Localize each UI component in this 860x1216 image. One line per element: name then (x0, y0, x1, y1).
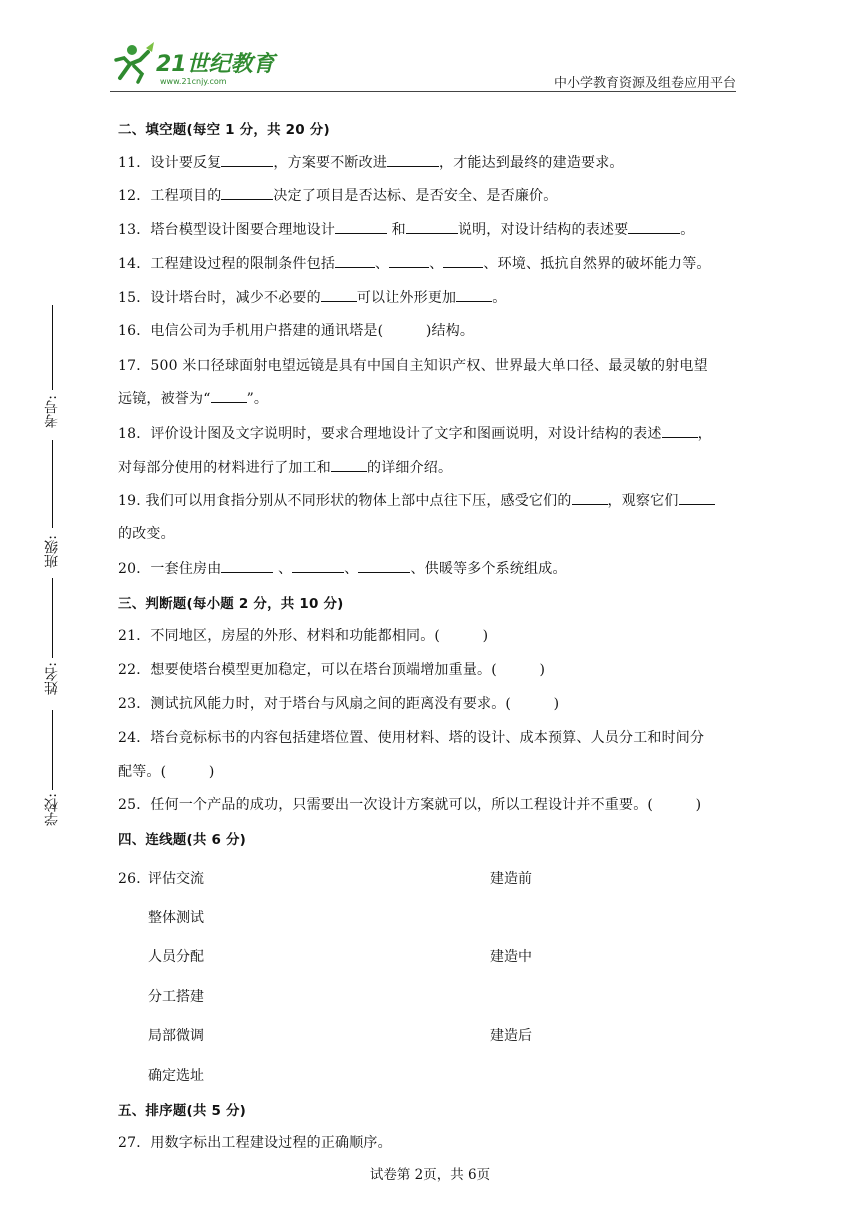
blank[interactable] (331, 458, 367, 472)
school-line[interactable] (52, 710, 53, 790)
name-line[interactable] (52, 578, 53, 658)
logo-text: 21世纪教育 (156, 52, 275, 77)
question-14: 14．工程建设过程的限制条件包括 、 、 、环境、抵抗自然界的破坏能力等。 (118, 256, 711, 272)
blank[interactable] (387, 153, 439, 167)
platform-name: 中小学教育资源及组卷应用平台 (553, 76, 736, 91)
match-left-item[interactable]: 分工搭建 (148, 989, 204, 1005)
question-18-line-1: 18．评价设计图及文字说明时，要求合理地设计了文字和图画说明，对设计结构的表述 ， (118, 426, 712, 442)
question-12: 12．工程项目的 决定了项目是否达标、是否安全、是否廉价。 (118, 188, 558, 204)
blank[interactable] (679, 491, 715, 505)
section-ordering-title: 五、排序题(共 5 分) (118, 1103, 247, 1119)
section-matching-title: 四、连线题(共 6 分) (118, 832, 247, 848)
question-21: 21．不同地区，房屋的外形、材料和功能都相同。( ) (118, 628, 489, 644)
blank[interactable] (211, 389, 247, 403)
blank[interactable] (406, 220, 458, 234)
school-label: 学校: (44, 793, 60, 826)
exam-no-line[interactable] (52, 305, 53, 390)
logo-url: www.21cnjy.com (160, 77, 227, 86)
blank[interactable] (456, 288, 492, 302)
blank[interactable] (443, 254, 483, 268)
blank[interactable] (572, 491, 608, 505)
question-19-line-2: 的改变。 (118, 526, 175, 542)
exam-no-label: 考号: (44, 395, 60, 428)
blank[interactable] (389, 254, 429, 268)
blank[interactable] (321, 288, 357, 302)
blank[interactable] (221, 153, 273, 167)
question-24-line-2: 配等。( ) (118, 764, 215, 780)
question-11: 11．设计要反复 ，方案要不断改进 ，才能达到最终的建造要求。 (118, 155, 624, 171)
match-left-item[interactable]: 评估交流 (148, 871, 204, 887)
blank[interactable] (292, 559, 344, 573)
question-22: 22．想要使塔台模型更加稳定，可以在塔台顶端增加重量。( ) (118, 662, 546, 678)
blank[interactable] (335, 220, 387, 234)
question-18-line-2: 对每部分使用的材料进行了加工和 的详细介绍。 (118, 460, 453, 476)
match-left-item[interactable]: 整体测试 (148, 910, 204, 926)
class-line[interactable] (52, 440, 53, 528)
question-20: 20．一套住房由 、 、 、供暖等多个系统组成。 (118, 561, 567, 577)
question-17-line-2: 远镜，被誉为“ ”。 (118, 391, 269, 407)
question-13: 13．塔台模型设计图要合理地设计 和 说明，对设计结构的表述要 。 (118, 222, 695, 238)
match-left-item[interactable]: 人员分配 (148, 949, 204, 965)
question-19-line-1: 19. 我们可以用食指分别从不同形状的物体上部中点往下压，感受它们的 ，观察它们 (118, 490, 715, 510)
name-label: 姓名: (44, 662, 60, 695)
match-right-item[interactable]: 建造中 (490, 949, 532, 965)
section-fill-blank-title: 二、填空题(每空 1 分，共 20 分) (118, 122, 330, 138)
question-16: 16．电信公司为手机用户搭建的通讯塔是( )结构。 (118, 323, 475, 339)
class-label: 班级: (44, 535, 60, 568)
question-24-line-1: 24．塔台竞标标书的内容包括建塔位置、使用材料、塔的设计、成本预算、人员分工和时间分 (118, 730, 705, 746)
page-header (110, 38, 736, 92)
blank[interactable] (221, 559, 273, 573)
match-right-item[interactable]: 建造后 (490, 1028, 532, 1044)
blank[interactable] (335, 254, 375, 268)
blank[interactable] (628, 220, 680, 234)
section-judgment-title: 三、判断题(每小题 2 分，共 10 分) (118, 596, 344, 612)
match-left-item[interactable]: 确定选址 (148, 1068, 204, 1084)
header-divider (110, 91, 736, 92)
question-26-number: 26． (118, 871, 151, 887)
match-left-item[interactable]: 局部微调 (148, 1028, 204, 1044)
blank[interactable] (221, 186, 273, 200)
question-23: 23．测试抗风能力时，对于塔台与风扇之间的距离没有要求。( ) (118, 696, 560, 712)
blank[interactable] (358, 559, 410, 573)
question-17-line-1: 17．500 米口径球面射电望远镜是具有中国自主知识产权、世界最大单口径、最灵敏的射电望 (118, 358, 708, 374)
question-27: 27．用数字标出工程建设过程的正确顺序。 (118, 1135, 392, 1151)
match-right-item[interactable]: 建造前 (490, 871, 532, 887)
question-25: 25．任何一个产品的成功，只需要出一次设计方案就可以，所以工程设计并不重要。( ) (118, 797, 702, 813)
blank[interactable] (662, 424, 698, 438)
question-15: 15．设计塔台时，减少不必要的 可以让外形更加 。 (118, 290, 507, 306)
logo-21cnjy (110, 38, 310, 88)
page-footer: 试卷第 2页，共 6页 (369, 1167, 491, 1183)
